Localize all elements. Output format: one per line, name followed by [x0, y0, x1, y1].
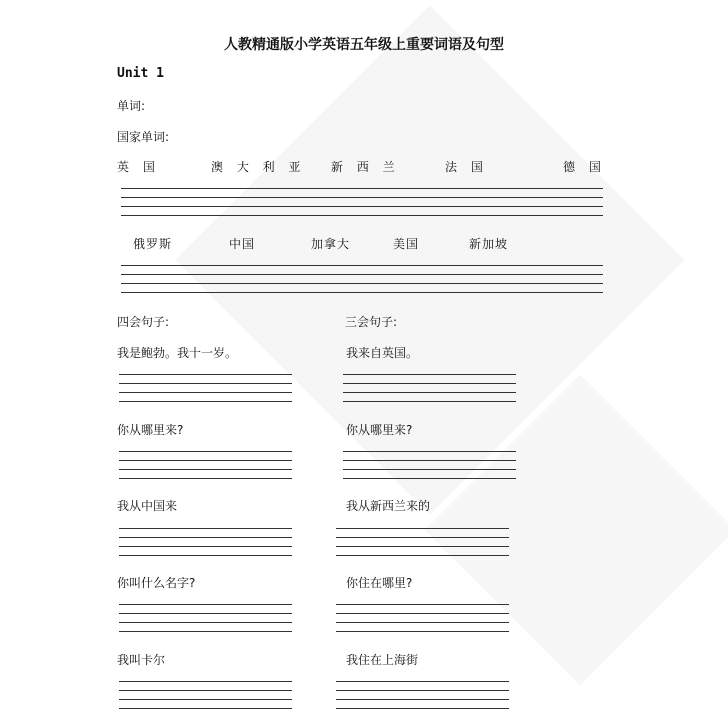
- writing-lines: [119, 374, 292, 410]
- countries-label: 国家单词:: [117, 130, 170, 144]
- writing-lines: [121, 265, 603, 301]
- country-word: 澳 大 利 亚: [211, 160, 306, 174]
- writing-lines: [119, 528, 292, 564]
- sentence-prompt: 我叫卡尔: [117, 653, 166, 667]
- sentence-prompt: 我从中国来: [117, 499, 178, 513]
- sentence-prompt: 你从哪里来?: [346, 423, 413, 437]
- words-label: 单词:: [117, 99, 146, 113]
- country-word: 德 国: [563, 160, 606, 174]
- writing-lines: [121, 188, 603, 224]
- writing-lines: [336, 604, 509, 640]
- three-skill-label: 三会句子:: [345, 315, 398, 329]
- sentence-prompt: 我从新西兰来的: [346, 499, 431, 513]
- page-title: 人教精通版小学英语五年级上重要词语及句型: [224, 37, 504, 53]
- country-word: 美国: [393, 237, 420, 251]
- country-word: 新加坡: [469, 237, 509, 251]
- country-word: 新 西 兰: [331, 160, 400, 174]
- writing-lines: [336, 681, 509, 717]
- country-word: 英 国: [117, 160, 160, 174]
- writing-lines: [119, 451, 292, 487]
- writing-lines: [119, 681, 292, 717]
- sentence-prompt: 你住在哪里?: [346, 576, 413, 590]
- sentence-prompt: 你从哪里来?: [117, 423, 184, 437]
- writing-lines: [343, 374, 516, 410]
- writing-lines: [343, 451, 516, 487]
- country-word: 中国: [229, 237, 256, 251]
- four-skill-label: 四会句子:: [117, 315, 170, 329]
- writing-lines: [336, 528, 509, 564]
- country-word: 法 国: [445, 160, 488, 174]
- sentence-prompt: 我住在上海街: [346, 653, 419, 667]
- sentence-prompt: 我是鲍勃。我十一岁。: [117, 346, 238, 360]
- sentence-prompt: 你叫什么名字?: [117, 576, 196, 590]
- country-word: 加拿大: [311, 237, 351, 251]
- unit-heading: Unit 1: [117, 66, 164, 81]
- writing-lines: [119, 604, 292, 640]
- sentence-prompt: 我来自英国。: [346, 346, 419, 360]
- country-word: 俄罗斯: [133, 237, 173, 251]
